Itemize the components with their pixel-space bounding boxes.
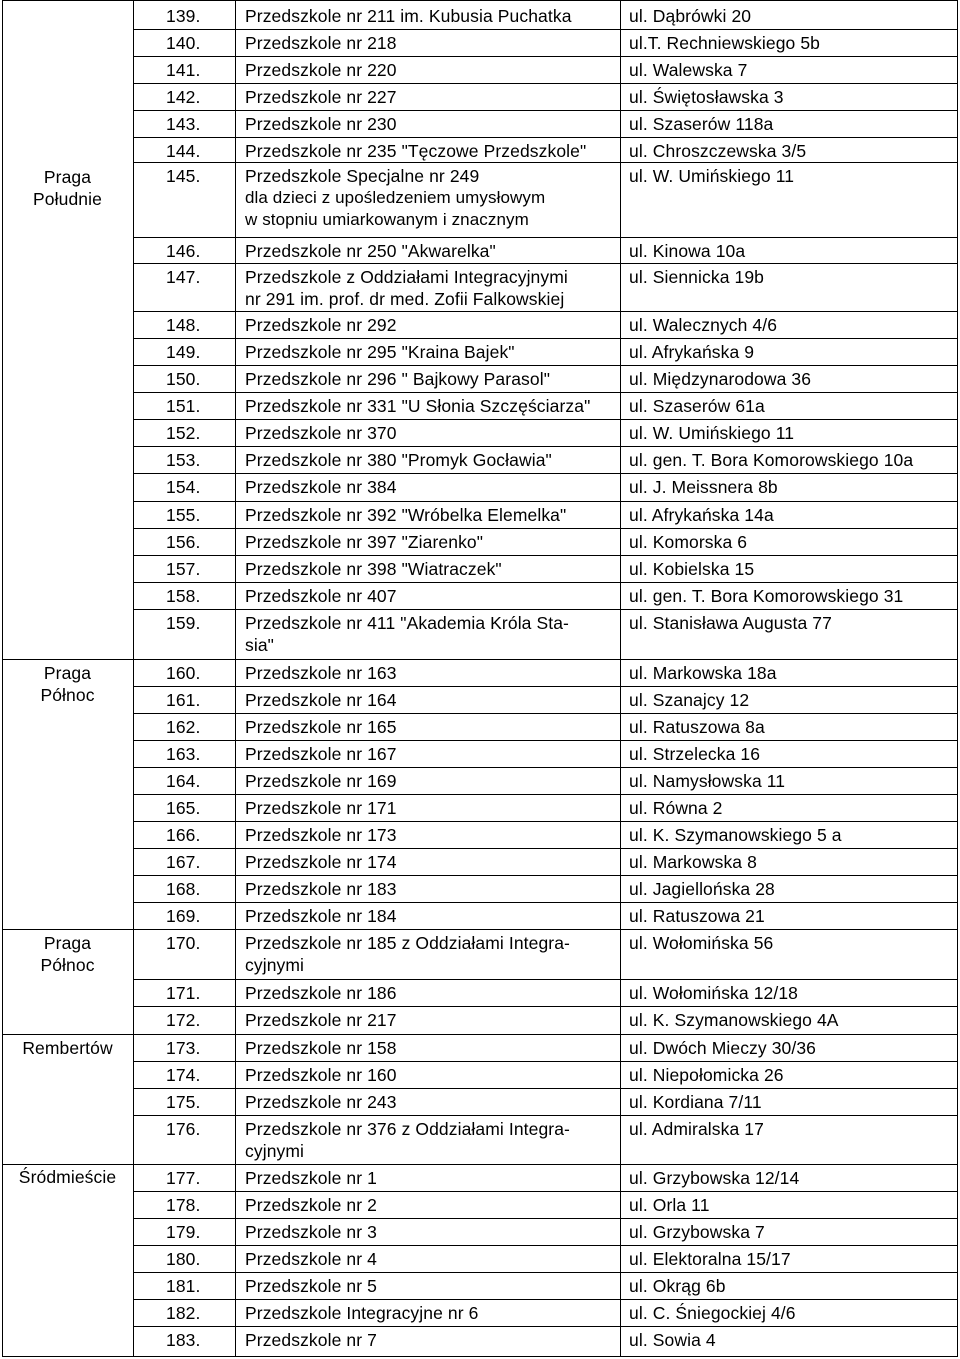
row-divider bbox=[133, 979, 958, 980]
kindergarten-name: sia" bbox=[245, 635, 274, 655]
row-number: 169. bbox=[166, 906, 201, 926]
row-number: 180. bbox=[166, 1249, 201, 1269]
row-number: 172. bbox=[166, 1010, 201, 1030]
kindergarten-name: Przedszkole nr 398 "Wiatraczek" bbox=[245, 559, 502, 579]
kindergarten-address: ul. Walecznych 4/6 bbox=[629, 315, 778, 335]
kindergarten-address: ul. C. Śniegockiej 4/6 bbox=[629, 1303, 796, 1323]
kindergarten-name: Przedszkole nr 7 bbox=[245, 1330, 377, 1350]
kindergarten-name: Przedszkole nr 407 bbox=[245, 586, 397, 606]
kindergarten-address: ul. Szanajcy 12 bbox=[629, 690, 750, 710]
kindergarten-name: Przedszkole z Oddziałami Integracyjnymi bbox=[245, 267, 568, 287]
district-name bbox=[2, 166, 133, 210]
kindergarten-address: ul. Walewska 7 bbox=[629, 60, 748, 80]
district-divider bbox=[2, 929, 958, 930]
row-divider bbox=[133, 794, 958, 795]
row-divider bbox=[133, 686, 958, 687]
kindergarten-name: Przedszkole nr 392 "Wróbelka Elemelka" bbox=[245, 505, 567, 525]
row-divider bbox=[133, 740, 958, 741]
row-divider bbox=[133, 821, 958, 822]
kindergarten-name: Przedszkole nr 4 bbox=[245, 1249, 377, 1269]
row-number: 170. bbox=[166, 933, 201, 953]
row-number: 152. bbox=[166, 423, 201, 443]
kindergarten-name: Przedszkole nr 217 bbox=[245, 1010, 397, 1030]
kindergarten-address: ul. Dwóch Mieczy 30/36 bbox=[629, 1038, 817, 1058]
kindergarten-address: ul. K. Szymanowskiego 5 a bbox=[629, 825, 842, 845]
kindergarten-name: Przedszkole nr 218 bbox=[245, 33, 397, 53]
kindergarten-name: Przedszkole nr 1 bbox=[245, 1168, 377, 1188]
kindergarten-address: ul. gen. T. Bora Komorowskiego 31 bbox=[629, 586, 904, 606]
kindergarten-address: ul. Ratuszowa 8a bbox=[629, 717, 765, 737]
kindergarten-address: ul. Okrąg 6b bbox=[629, 1276, 726, 1296]
kindergarten-name: dla dzieci z upośledzeniem umysłowym bbox=[245, 188, 546, 207]
kindergarten-name: Przedszkole nr 250 "Akwarelka" bbox=[245, 241, 496, 261]
kindergarten-address: ul. W. Umińskiego 11 bbox=[629, 166, 795, 186]
row-divider bbox=[133, 1299, 958, 1300]
row-number: 174. bbox=[166, 1065, 201, 1085]
row-divider bbox=[133, 501, 958, 502]
kindergarten-address: ul. Kobielska 15 bbox=[629, 559, 755, 579]
district-divider bbox=[2, 1034, 958, 1035]
kindergarten-address: ul. Kordiana 7/11 bbox=[629, 1092, 762, 1112]
row-number: 176. bbox=[166, 1119, 201, 1139]
kindergarten-name: Przedszkole Specjalne nr 249 bbox=[245, 166, 480, 186]
row-divider bbox=[133, 110, 958, 111]
kindergarten-address: ul. Dąbrówki 20 bbox=[629, 6, 752, 26]
kindergarten-address: ul. Elektoralna 15/17 bbox=[629, 1249, 791, 1269]
row-divider bbox=[133, 311, 958, 312]
row-number: 145. bbox=[166, 166, 201, 186]
kindergarten-name: cyjnymi bbox=[245, 1141, 305, 1161]
row-number: 171. bbox=[166, 983, 201, 1003]
kindergarten-name: Przedszkole nr 331 "U Słonia Szczęściarza" bbox=[245, 396, 591, 416]
row-divider bbox=[133, 1218, 958, 1219]
kindergarten-address: ul. Strzelecka 16 bbox=[629, 744, 761, 764]
kindergarten-address: ul. Markowska 18a bbox=[629, 663, 777, 683]
row-number: 166. bbox=[166, 825, 201, 845]
kindergarten-address: ul. J. Meissnera 8b bbox=[629, 477, 778, 497]
row-divider bbox=[133, 767, 958, 768]
row-divider bbox=[133, 162, 958, 163]
row-number: 146. bbox=[166, 241, 201, 261]
row-divider bbox=[133, 446, 958, 447]
kindergarten-address: ul. Namysłowska 11 bbox=[629, 771, 786, 791]
kindergarten-address: ul. Grzybowska 7 bbox=[629, 1222, 765, 1242]
kindergarten-name: Przedszkole nr 220 bbox=[245, 60, 397, 80]
kindergarten-name: Przedszkole Integracyjne nr 6 bbox=[245, 1303, 479, 1323]
kindergarten-address: ul. Stanisława Augusta 77 bbox=[629, 613, 832, 633]
kindergarten-address: ul. gen. T. Bora Komorowskiego 10a bbox=[629, 450, 914, 470]
kindergarten-address: ul. Międzynarodowa 36 bbox=[629, 369, 812, 389]
kindergarten-address: ul. Grzybowska 12/14 bbox=[629, 1168, 800, 1188]
row-divider bbox=[133, 137, 958, 138]
kindergarten-address: ul. Ratuszowa 21 bbox=[629, 906, 765, 926]
table-left-border bbox=[2, 0, 3, 1357]
kindergarten-address: ul. Komorska 6 bbox=[629, 532, 748, 552]
district-name-line: Rembertów bbox=[22, 1038, 113, 1058]
row-number: 151. bbox=[166, 396, 201, 416]
row-divider bbox=[133, 902, 958, 903]
row-number: 158. bbox=[166, 586, 201, 606]
row-divider bbox=[133, 338, 958, 339]
kindergarten-name: Przedszkole nr 211 im. Kubusia Puchatka bbox=[245, 6, 572, 26]
table-right-border bbox=[957, 0, 958, 1357]
row-divider bbox=[133, 1272, 958, 1273]
kindergarten-address: ul. Wołomińska 56 bbox=[629, 933, 774, 953]
kindergarten-name: Przedszkole nr 174 bbox=[245, 852, 397, 872]
row-divider bbox=[133, 237, 958, 238]
table-bottom-border bbox=[2, 1356, 958, 1357]
kindergarten-name: Przedszkole nr 171 bbox=[245, 798, 397, 818]
row-number: 175. bbox=[166, 1092, 201, 1112]
row-number: 183. bbox=[166, 1330, 201, 1350]
row-divider bbox=[133, 1326, 958, 1327]
column-divider bbox=[235, 0, 236, 1357]
row-divider bbox=[133, 1006, 958, 1007]
kindergarten-address: ul. Sowia 4 bbox=[629, 1330, 716, 1350]
row-number: 181. bbox=[166, 1276, 201, 1296]
row-divider bbox=[133, 848, 958, 849]
row-number: 148. bbox=[166, 315, 201, 335]
row-number: 144. bbox=[166, 141, 201, 161]
row-number: 168. bbox=[166, 879, 201, 899]
kindergarten-name: Przedszkole nr 230 bbox=[245, 114, 397, 134]
kindergarten-address: ul. Szaserów 118a bbox=[629, 114, 774, 134]
row-divider bbox=[133, 1115, 958, 1116]
kindergarten-name: w stopniu umiarkowanym i znacznym bbox=[245, 210, 529, 229]
row-number: 154. bbox=[166, 477, 201, 497]
kindergarten-name: Przedszkole nr 235 "Tęczowe Przedszkole" bbox=[245, 141, 587, 161]
row-number: 143. bbox=[166, 114, 201, 134]
district-name bbox=[2, 1037, 133, 1059]
kindergarten-name: Przedszkole nr 397 "Ziarenko" bbox=[245, 532, 484, 552]
row-divider bbox=[133, 419, 958, 420]
kindergarten-address: ul. Niepołomicka 26 bbox=[629, 1065, 784, 1085]
row-divider bbox=[133, 56, 958, 57]
row-number: 156. bbox=[166, 532, 201, 552]
district-name bbox=[2, 662, 133, 706]
row-divider bbox=[133, 392, 958, 393]
kindergarten-name: Przedszkole nr 380 "Promyk Gocławia" bbox=[245, 450, 552, 470]
kindergarten-address: ul. W. Umińskiego 11 bbox=[629, 423, 795, 443]
kindergarten-address: ul. Wołomińska 12/18 bbox=[629, 983, 798, 1003]
kindergarten-name: Przedszkole nr 292 bbox=[245, 315, 397, 335]
row-number: 155. bbox=[166, 505, 201, 525]
row-number: 139. bbox=[166, 6, 201, 26]
district-name-line: Północ bbox=[40, 955, 95, 975]
kindergarten-name: Przedszkole nr 184 bbox=[245, 906, 397, 926]
row-divider bbox=[133, 1061, 958, 1062]
row-number: 162. bbox=[166, 717, 201, 737]
district-name-line: Praga bbox=[43, 663, 92, 683]
row-divider bbox=[133, 555, 958, 556]
row-divider bbox=[133, 582, 958, 583]
kindergarten-name: Przedszkole nr 163 bbox=[245, 663, 397, 683]
district-name-line: Śródmieście bbox=[18, 1167, 117, 1187]
kindergarten-name: Przedszkole nr 164 bbox=[245, 690, 397, 710]
row-number: 164. bbox=[166, 771, 201, 791]
row-number: 165. bbox=[166, 798, 201, 818]
kindergarten-address: ul. Orla 11 bbox=[629, 1195, 710, 1215]
kindergarten-address: ul. Szaserów 61a bbox=[629, 396, 765, 416]
row-number: 182. bbox=[166, 1303, 201, 1323]
row-divider bbox=[133, 1088, 958, 1089]
kindergarten-name: Przedszkole nr 169 bbox=[245, 771, 397, 791]
kindergarten-name: Przedszkole nr 3 bbox=[245, 1222, 377, 1242]
kindergarten-address: ul. Kinowa 10a bbox=[629, 241, 746, 261]
row-number: 153. bbox=[166, 450, 201, 470]
row-number: 177. bbox=[166, 1168, 201, 1188]
kindergarten-name: Przedszkole nr 295 "Kraina Bajek" bbox=[245, 342, 515, 362]
row-divider bbox=[133, 713, 958, 714]
row-divider bbox=[133, 875, 958, 876]
column-divider bbox=[620, 0, 621, 1357]
row-number: 163. bbox=[166, 744, 201, 764]
row-number: 149. bbox=[166, 342, 201, 362]
row-divider bbox=[133, 609, 958, 610]
kindergarten-name: Przedszkole nr 243 bbox=[245, 1092, 397, 1112]
district-name bbox=[2, 932, 133, 976]
kindergarten-name: Przedszkole nr 411 "Akademia Króla Sta- bbox=[245, 613, 569, 633]
row-divider bbox=[133, 1245, 958, 1246]
row-number: 157. bbox=[166, 559, 201, 579]
kindergarten-name: Przedszkole nr 158 bbox=[245, 1038, 397, 1058]
kindergarten-address: ul. Markowska 8 bbox=[629, 852, 757, 872]
row-number: 173. bbox=[166, 1038, 201, 1058]
row-divider bbox=[133, 1191, 958, 1192]
kindergarten-name: Przedszkole nr 186 bbox=[245, 983, 397, 1003]
kindergarten-address: ul. Równa 2 bbox=[629, 798, 723, 818]
kindergarten-name: Przedszkole nr 173 bbox=[245, 825, 397, 845]
row-number: 160. bbox=[166, 663, 201, 683]
kindergarten-address: ul. K. Szymanowskiego 4A bbox=[629, 1010, 839, 1030]
kindergarten-address: ul. Admiralska 17 bbox=[629, 1119, 764, 1139]
kindergarten-name: Przedszkole nr 227 bbox=[245, 87, 397, 107]
row-divider bbox=[133, 83, 958, 84]
kindergarten-name: nr 291 im. prof. dr med. Zofii Falkowskiej bbox=[245, 289, 565, 309]
table-top-border bbox=[2, 0, 958, 1]
district-divider bbox=[2, 1164, 958, 1165]
kindergarten-address: ul. Afrykańska 14a bbox=[629, 505, 774, 525]
kindergarten-name: Przedszkole nr 384 bbox=[245, 477, 397, 497]
row-number: 179. bbox=[166, 1222, 201, 1242]
row-number: 141. bbox=[166, 60, 201, 80]
row-number: 142. bbox=[166, 87, 201, 107]
kindergarten-name: Przedszkole nr 183 bbox=[245, 879, 397, 899]
kindergarten-address: ul. Siennicka 19b bbox=[629, 267, 764, 287]
kindergarten-name: Przedszkole nr 167 bbox=[245, 744, 397, 764]
row-divider bbox=[133, 473, 958, 474]
row-divider bbox=[133, 365, 958, 366]
row-number: 167. bbox=[166, 852, 201, 872]
kindergarten-name: Przedszkole nr 2 bbox=[245, 1195, 377, 1215]
kindergarten-address: ul. Afrykańska 9 bbox=[629, 342, 755, 362]
row-divider bbox=[133, 29, 958, 30]
row-divider bbox=[133, 528, 958, 529]
row-number: 150. bbox=[166, 369, 201, 389]
row-number: 161. bbox=[166, 690, 201, 710]
district-name-line: Praga bbox=[43, 167, 92, 187]
kindergarten-name: Przedszkole nr 5 bbox=[245, 1276, 377, 1296]
kindergarten-name: Przedszkole nr 165 bbox=[245, 717, 397, 737]
kindergarten-name: Przedszkole nr 376 z Oddziałami Integra- bbox=[245, 1119, 570, 1139]
kindergarten-address: ul. Chroszczewska 3/5 bbox=[629, 141, 807, 161]
row-number: 147. bbox=[166, 267, 201, 287]
row-divider bbox=[133, 263, 958, 264]
kindergarten-name: Przedszkole nr 160 bbox=[245, 1065, 397, 1085]
kindergarten-name: cyjnymi bbox=[245, 955, 305, 975]
kindergarten-name: Przedszkole nr 370 bbox=[245, 423, 397, 443]
district-name bbox=[2, 1166, 133, 1188]
district-name-line: Praga bbox=[43, 933, 92, 953]
district-name-line: Południe bbox=[33, 189, 102, 209]
row-number: 178. bbox=[166, 1195, 201, 1215]
kindergarten-name: Przedszkole nr 296 " Bajkowy Parasol" bbox=[245, 369, 551, 389]
row-number: 159. bbox=[166, 613, 201, 633]
row-number: 140. bbox=[166, 33, 201, 53]
column-divider bbox=[133, 0, 134, 1357]
district-name-line: Północ bbox=[40, 685, 95, 705]
kindergarten-address: ul. Jagiellońska 28 bbox=[629, 879, 775, 899]
district-divider bbox=[2, 659, 958, 660]
kindergarten-address: ul. Świętosławska 3 bbox=[629, 87, 784, 107]
kindergarten-address: ul.T. Rechniewskiego 5b bbox=[629, 33, 821, 53]
kindergarten-name: Przedszkole nr 185 z Oddziałami Integra- bbox=[245, 933, 570, 953]
